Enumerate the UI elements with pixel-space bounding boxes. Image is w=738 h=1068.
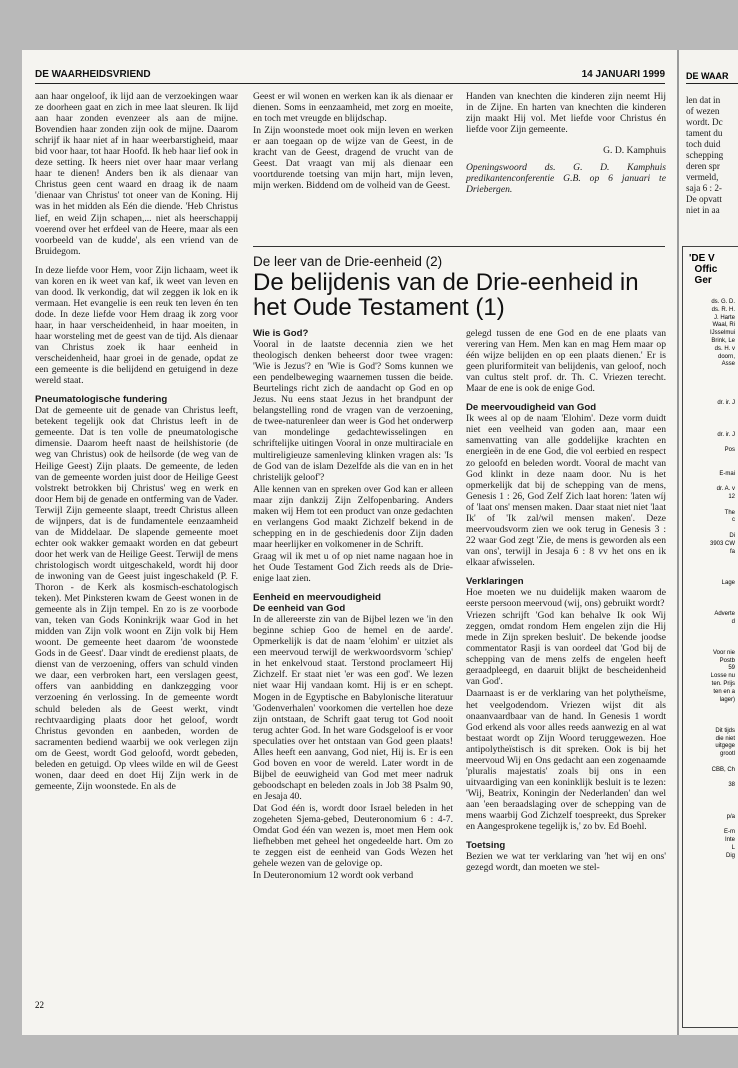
colophon-title: 'DE V Offic Ger bbox=[689, 253, 718, 286]
subheading: Pneumatologische fundering bbox=[35, 394, 168, 406]
publication-name: DE WAARHEIDSVRIEND bbox=[35, 69, 151, 80]
colophon-box bbox=[682, 246, 738, 1028]
issue-date: 14 JANUARI 1999 bbox=[581, 69, 665, 80]
subheading: De meervoudigheid van God bbox=[466, 402, 597, 414]
paragraph: Handen van knechten die kinderen zijn neemt Hij in de Zijne. En harten van knechten die kinderen zijn maakt Hij vol. Met liefde voor Christus én liefde voor Zijn gemeente. bbox=[466, 91, 666, 136]
next-page-text: len dat in of wezen wordt. Dc tament du toch duid schepping deren spr vermeld, saja 6 : 2- De opvatt niet in aa bbox=[686, 95, 724, 215]
paragraph: gelegd tussen de ene God en de ene plaats van verering van Hem. Men kan en mag Hem maar op één wijze belijden en op een plaats dienen.' Er is geen pluriformiteit van belijdenis, van geloof, noch van cultus stelt prof. dr. Th. C. Vriezen terecht. Maar de ene is ook de enige God. bbox=[466, 328, 666, 395]
next-page-rule bbox=[686, 83, 738, 84]
column-3-top bbox=[466, 91, 666, 196]
colophon-lines: ds. G. D. ds. R. H. J. Harte Waal, Ri IJsselmui Brink, Le ds. H. v doorn, Asse dr. ir. J dr. ir. J Pos E-mai dr. A. v 12 The c Di 3903 CW fa Lage Adverte d Voor nie Postb 59 Losse nu ten. Prijs ten en a lager) Dit tijds die niet uitgege grootl CBB, Ch 38 p/a E-m Inte L Dig bbox=[709, 299, 735, 859]
paragraph: Ik wees al op de naam 'Elohim'. Deze vorm duidt niet een veelheid van goden aan, maar een samenvatting van alle goddelijke krachten en energieën in de ene God, die vol eerbied en respect zo geloofd en beleden wordt. Vooral de macht van God klinkt in deze naam door. Nu is het opmerkelijk dat bij de schepping van de mens, Genesis 1 : 26, God Zelf Zich laat horen: 'laten wíj of 'laat ons' mensen maken. Daar staat niet niet 'laat Ik' of 'Ik zal/wil mensen maken'. Deze meervoudsvorm zien we ook terug in Genesis 3 : 22 waar God zegt 'Zie, de mens is geworden als een van ons', terwijl in Jesaja 6 : 8 vv het ons en ik elkaar afwisselen. bbox=[466, 413, 666, 568]
paragraph: Hoe moeten we nu duidelijk maken waarom de eerste persoon meervoud (wij, ons) gebruikt wordt? bbox=[466, 587, 666, 610]
paragraph: In Deuteronomium 12 wordt ook verband bbox=[253, 870, 414, 882]
paragraph: In Zijn woonstede moet ook mijn leven en werken er aan toegaan op de wijze van de Geest, in de kracht van de Geest, dragend de vrucht van de Geest. Dat vraagt van mij als dienaar een voortdurende toetsing van mijn hart, mijn leven, mijn werken. Biddend om de volheid van de Geest. bbox=[253, 125, 453, 192]
article-kicker: De leer van de Drie-eenheid (2) bbox=[253, 254, 443, 269]
newspaper-page bbox=[22, 50, 678, 1035]
next-page-edge bbox=[679, 50, 738, 1035]
paragraph: Dat God één is, wordt door Israel beleden in het zogeheten Sjema-gebed, Deuteronomium 6 : 4-7. Omdat God één van wezen is, moet men Hem ook liefhebben met geheel het ongedeelde hart. Om zo te zeggen eist de eenheid van Gods Wezen het gehele wezen van de gelovige op. bbox=[253, 802, 453, 870]
column-3 bbox=[466, 328, 666, 874]
paragraph: Graag wil ik met u of op niet name nagaan hoe in het Oude Testament God Zich reeds als de Drie-enige laat zien. bbox=[253, 550, 453, 585]
subheading: Wie is God? bbox=[253, 328, 309, 339]
paragraph: Daarnaast is er de verklaring van het polytheïsme, het veelgodendom. Vriezen wijst dit als onaanvaardbaar van de hand. In Genesis 1 wordt God erkend als voor alles reeds aanwezig en al wat bestaat wordt op Zijn Woord teruggewezen. Hoe antipolytheïstisch is dit spreken. Ook is bij het meervoud Wij en Ons gedacht aan een zogenaamde 'pluralis majestatis' zoals bij ons in een uitvaardiging van een koninklijk besluit is te lezen: 'Wij, Beatrix, Koningin der Nederlanden' dan wel aan 'een beraadslaging over de schepping van de mens waarbij God Zichzelf toespreekt, dus Spreker en Aangesprokene tegelijk is,' zo bv. Ed Boehl. bbox=[466, 688, 666, 833]
article-title: De belijdenis van de Drie-eenheid in het Oude Testament (1) bbox=[253, 269, 639, 321]
column-2 bbox=[253, 328, 453, 882]
paragraph: aan haar ongeloof, ik lijd aan de verzoekingen waar ze doorheen gaat en zich in mee laat sleuren. Ik lijd aan haar zonden evenzeer als aan de mijne. Bovendien haar zonden zijn ook de mijne. Daarom schrijf ik haar niet af in haar weerbarstigheid, maar bid voor haar, tot haar Hoofd. Ik heb haar lief ook in deze setting. Ik heers niet over haar maar verlang haar te dienen! Anders ben ik als dienaar van Christus geen cent waard en draag ik de naam 'dienaar van Christus' tot oneer van de Koning. Hij was in het midden als Eén die diende. 'Heb Christus lief, en weid Zijn schapen,... niet als heerschappij voerend over het erfdeel van de Heere, maar als een voorbeeld van de kudde', als een vriend van de Bruidegom. bbox=[35, 91, 238, 257]
paragraph: Bezien we wat ter verklaring van 'het wij en ons' gezegd wordt, dan moeten we stel- bbox=[466, 851, 666, 874]
paragraph: Vriezen schrijft 'God kan behalve Ik ook Wij zeggen, omdat rondom Hem engelen zijn die Hij mede in Zijn spreken besluit'. De bekende joodse commentator Rasji is van oordeel dat 'God bij de schepping van de mens zelfs de engelen heeft geraadpleegd, en daaruit blijkt de bescheidenheid van God'. bbox=[466, 610, 666, 688]
subheading: Toetsing bbox=[466, 840, 506, 852]
source-note: Openingswoord ds. G. D. Kamphuis predikantenconferentie G.B. op 6 januari te Driebergen. bbox=[466, 162, 666, 196]
paragraph: Dat de gemeente uit de genade van Christus leeft, betekent tegelijk ook dat Christus leeft in de gemeente. Dat is ten volle de pneumatologische dimensie. Daarom heeft naast de heilshistorie (de weg van Christus) ook de heilsorde (de weg van de Heilige Geest) Zijn plaats. De gemeente, de leden van de gemeente worden juist door de Heilige Geest volstrekt betrokken bij Christus' weg en werk en door Hem bij de genade en ontferming van de Vader. Terwijl Zijn gemeente slaapt, treedt Christus alleen de wijnpers, dat is de fundamentele eenzaamheid van de Middelaar. De slapende gemeente moet echter ook wakker gemaakt worden en dat gebeurt door het werk van de Heilige Geest. Terwijl de mens christologisch wordt uitgeschakeld, wordt hij door de inwoning van de Geest juist ingeschakeld (P. F. Thoron - de Kerk als kosmisch-eschatologisch teken). Met Pinksteren kwam de Geest wonen in de gemeente als in Zijn tempel. En zo is ze voorbode van, teken van Gods Koninkrijk waar God in het midden van Zijn volk woont en Zijn volk bij Hem woont. De gemeente heet daarom 'de woonstede Gods in de Geest'. Daar vindt de eredienst plaats, de dienst van de verzoening, offers van schuld vinden we daar, een verbroken hart, een verslagen geest, offers van aanbidding en dankzegging voor verzoening én verlossing. In de gemeente wordt schuld beleden als de Geest werkt, vindt rechtvaardiging plaats door het geloof, wordt Christus gevonden en aanbeden, worden de sacramenten bediend waarbij we ook verlegen zijn om de Geest, wordt God geloofd, wordt gebeden, beleden en getuigd. Op vlees wilde en wil de Geest wonen, daar deed en doet Hij Zijn werk in de gemeente, Zijn woonstede. En als de bbox=[35, 405, 238, 792]
paragraph: Vooral in de laatste decennia zien we het theologisch denken beheerst door twee vragen: 'Wie is Jezus'? en 'Wie is God'? Soms kunnen we een pendelbeweging waarnemen tussen die beide. Beurtelings richt zich de aandacht op God en op Jezus. Nu eens staat Jezus in het brandpunt der belangstelling rond de vragen van de verzoening, de twee-naturenleer dan weer is God het onderwerp van mondelinge gedachtewisselingen en schriftelijke uitingen Vooral in onze multiraciale en multireligieuze samenleving klinken vragen als: 'Is de God van de islam Dezelfde als die van en in het christelijk geloof'? bbox=[253, 339, 453, 483]
column-1 bbox=[35, 91, 238, 793]
page-header bbox=[35, 69, 665, 83]
header-rule bbox=[35, 83, 665, 84]
paragraph: Alle kennen van en spreken over God kan er alleen maar zijn dankzij Zijn Zelfopenbaring. Anders maken wij Hem tot een product van onze gedachten en verlangens God maakt Zichzelf bekend in de schepping en in de geschiedenis door Zijn daden maar heerlijker en volkomener in de Schrift. bbox=[253, 483, 453, 550]
page-number: 22 bbox=[35, 1000, 44, 1010]
paragraph: In deze liefde voor Hem, voor Zijn lichaam, weet ik van koren en ik weet van kaf, ik weet van leven en van dood. Ik verkondig, dat wil zeggen ik lok en ik vermaan. Het evangelie is een reuk ten leven én ten dode. In deze liefde voor Hem draag ik zorg voor haar, in haar verscheidenheid, in haar moeiten, in haar worsteling met de geest van de tijd. Als dienaar van Christus zoek ik haar eenheid in verscheidenheid, haar groei in de genade, opdat ze een gemeente is die belijdend en getuigend in deze wereld staat. bbox=[35, 264, 238, 387]
paragraph: Geest er wil wonen en werken kan ik als dienaar er dienen. Soms in eenzaamheid, met zorg en moeite, en toch met vreugde en blijdschap. bbox=[253, 91, 453, 125]
paragraph: In de allereerste zin van de Bijbel lezen we 'in den beginne schiep Goo de hemel en de aarde'. Opmerkelijk is dat de naam 'elohim' er uitziet als een meervoud terwijl de werkwoordsvorm 'schiep' in het enkelvoud staat. Terstond proclameert Hij Zichzelf. Er staat niet 'er was een god'. We lezen niet waar Hij vandaan komt. Hij is er en schept. Mogen in de Egyptische en Babylonische literatuur 'Godenverhalen' voorkomen die vertellen hoe deze zijn ontstaan, de Schrift gaat terug tot God nooit terug achter God. In het ware Godsgeloof is er voor speculaties over het ontstaan van God geen plaats! Alles heeft een aanvang, God niet, Hij is. Er is een God boven en voor de wereld. Later wordt in de Bijbel de eeuwigheid van God met meer nadruk geboodschapt en beleden zoals in Job 38 Psalm 90, en Jesaja 40. bbox=[253, 614, 453, 802]
subheading: Verklaringen bbox=[466, 575, 524, 587]
next-page-header: DE WAAR bbox=[686, 71, 729, 81]
subheading: De eenheid van God bbox=[253, 603, 346, 615]
subheading: Eenheid en meervoudigheid bbox=[253, 592, 381, 604]
column-2-top bbox=[253, 91, 453, 192]
author-signature: G. D. Kamphuis bbox=[603, 145, 666, 157]
article-divider bbox=[253, 246, 665, 247]
